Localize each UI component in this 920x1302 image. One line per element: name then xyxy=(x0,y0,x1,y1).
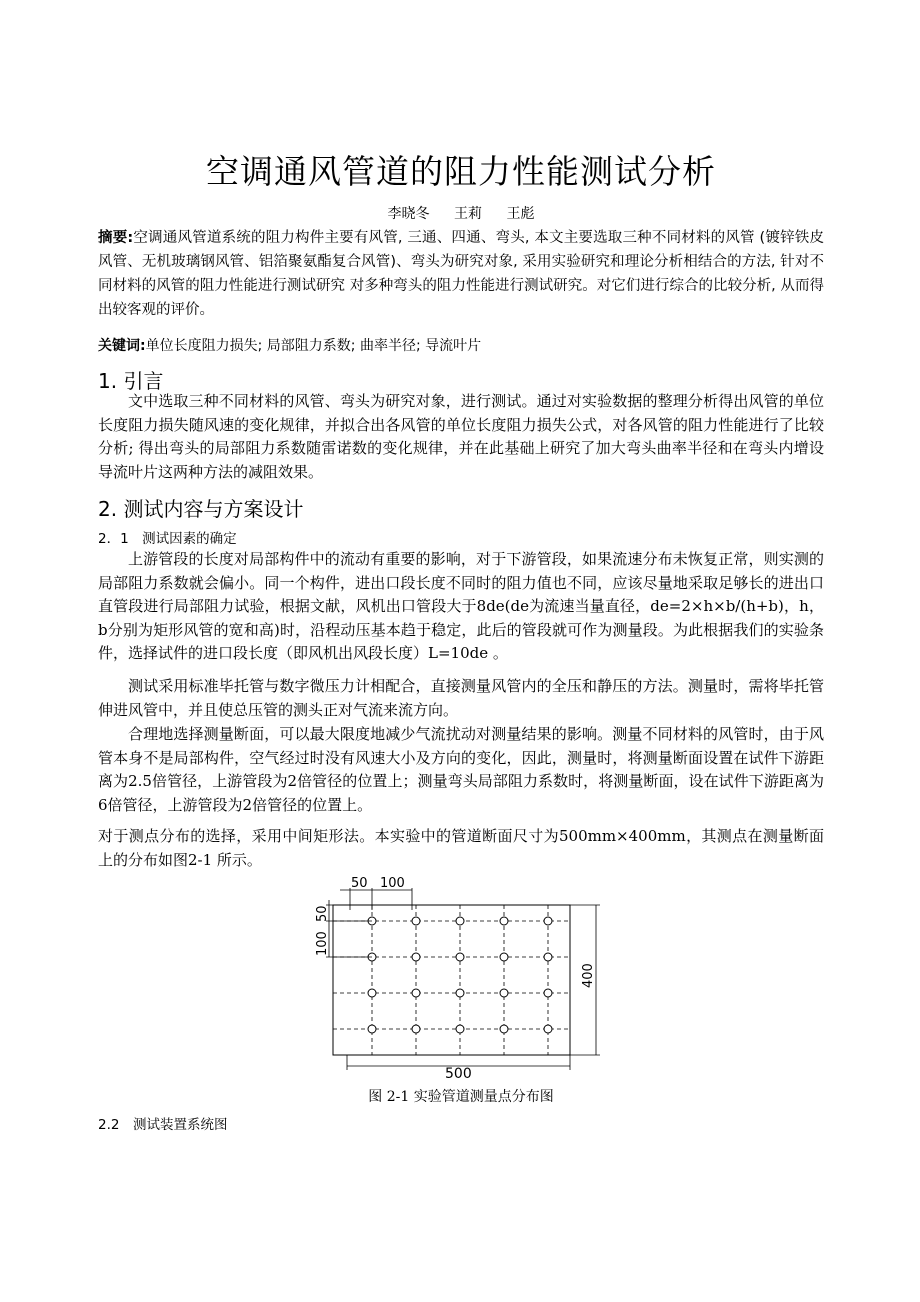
measurement-point xyxy=(500,953,508,961)
dimension-label: 400 xyxy=(581,963,596,988)
keywords-text: 单位长度阻力损失; 局部阻力系数; 曲率半径; 导流叶片 xyxy=(145,338,482,354)
section-heading: 1. 引言 xyxy=(98,369,164,393)
measurement-point xyxy=(456,1025,464,1033)
measurement-point xyxy=(544,953,552,961)
section-heading: 2. 测试内容与方案设计 xyxy=(98,497,304,521)
measurement-point xyxy=(368,1025,376,1033)
measurement-point xyxy=(412,1025,420,1033)
paper-title: 空调通风管道的阻力性能测试分析 xyxy=(206,152,716,191)
author-name: 王彪 xyxy=(506,206,535,222)
measurement-point xyxy=(544,917,552,925)
keywords-label: 关键词: xyxy=(98,338,146,354)
measurement-point xyxy=(412,953,420,961)
measurement-point xyxy=(412,989,420,997)
dimension-label: 500 xyxy=(445,1066,472,1080)
dimension-label: 100 xyxy=(315,931,330,956)
author-list xyxy=(98,203,824,223)
measurement-point xyxy=(456,953,464,961)
author-name: 王莉 xyxy=(454,206,482,222)
measurement-point xyxy=(500,989,508,997)
measurement-point xyxy=(456,917,464,925)
paragraph: 上游管段的长度对局部构件中的流动有重要的影响，对于下游管段，如果流速分布未恢复正常，则实测的局部阻力系数就会偏小。同一个构件，进出口段长度不同时的阻力值也不同，应该尽量地采取足够长的进出口直管段进行局部阻力试验，根据文献，风机出口管段大于8de(de为流速当量直径，de=2×h×b/(h+b)，h，b分别为矩形风管的宽和高)时，沿程动压基本趋于稳定，此后的管段就可作为测量段。为此根据我们的实验条件，选择试件的进口段长度（即风机出风段长度）L=10de 。 xyxy=(98,550,824,662)
measurement-point xyxy=(544,989,552,997)
measurement-point xyxy=(456,989,464,997)
paragraph: 对于测点分布的选择，采用中间矩形法。本实验中的管道断面尺寸为500mm×400mm，其测点在测量断面上的分布如图2-1 所示。 xyxy=(98,827,824,869)
subsection-heading: 2．1 测试因素的确定 xyxy=(98,531,237,547)
subsection-heading: 2.2 测试装置系统图 xyxy=(98,1117,228,1133)
paragraph: 合理地选择测量断面，可以最大限度地减少气流扰动对测量结果的影响。测量不同材料的风管时，由于风管本身不是局部构件，空气经过时没有风速大小及方向的变化，因此，测量时，将测量断面设置在试件下游距离为2.5倍管径，上游管段为2倍管径的位置上；测量弯头局部阻力系数时，将测量断面，设在试件下游距离为6倍管径，上游管段为2倍管径的位置上。 xyxy=(98,725,824,814)
abstract-label: 摘要: xyxy=(98,230,134,246)
measurement-grid-figure xyxy=(300,870,620,1080)
abstract-text: 空调通风管道系统的阻力构件主要有风管, 三通、四通、弯头, 本文主要选取三种不同材料的风管 (镀锌铁皮风管、无机玻璃钢风管、铝箔聚氨酯复合风管)、弯头为研究对象, 采用实验研究和理论分析相结合的方法, 针对不同材料的风管的阻力性能进行测试研究 对多种弯头的阻力性能进行测试研究。对它们进行综合的比较分析, 从而得出较客观的评价。 xyxy=(98,230,824,318)
duct-section-outline xyxy=(333,905,570,1055)
measurement-point xyxy=(544,1025,552,1033)
author-name: 李晓冬 xyxy=(387,206,430,222)
measurement-point xyxy=(412,917,420,925)
figure-caption: 图 2-1 实验管道测量点分布图 xyxy=(368,1089,554,1105)
dimension-label: 50 xyxy=(315,905,330,922)
measurement-point xyxy=(500,917,508,925)
measurement-point xyxy=(500,1025,508,1033)
dimension-label: 50 xyxy=(351,876,368,891)
section1-paragraph: 文中选取三种不同材料的风管、弯头为研究对象，进行测试。通过对实验数据的整理分析得出风管的单位长度阻力损失随风速的变化规律，并拟合出各风管的单位长度阻力损失公式，对各风管的阻力性能进行了比较分析; 得出弯头的局部阻力系数随雷诺数的变化规律，并在此基础上研究了加大弯头曲率半径和在弯头内增设导流叶片这两种方法的减阻效果。 xyxy=(98,392,824,481)
paragraph: 测试采用标准毕托管与数字微压力计相配合，直接测量风管内的全压和静压的方法。测量时，需将毕托管伸进风管中，并且使总压管的测头正对气流来流方向。 xyxy=(98,677,824,719)
keywords xyxy=(98,335,824,359)
abstract xyxy=(98,226,824,322)
measurement-point xyxy=(368,989,376,997)
dimension-label: 100 xyxy=(380,876,405,891)
